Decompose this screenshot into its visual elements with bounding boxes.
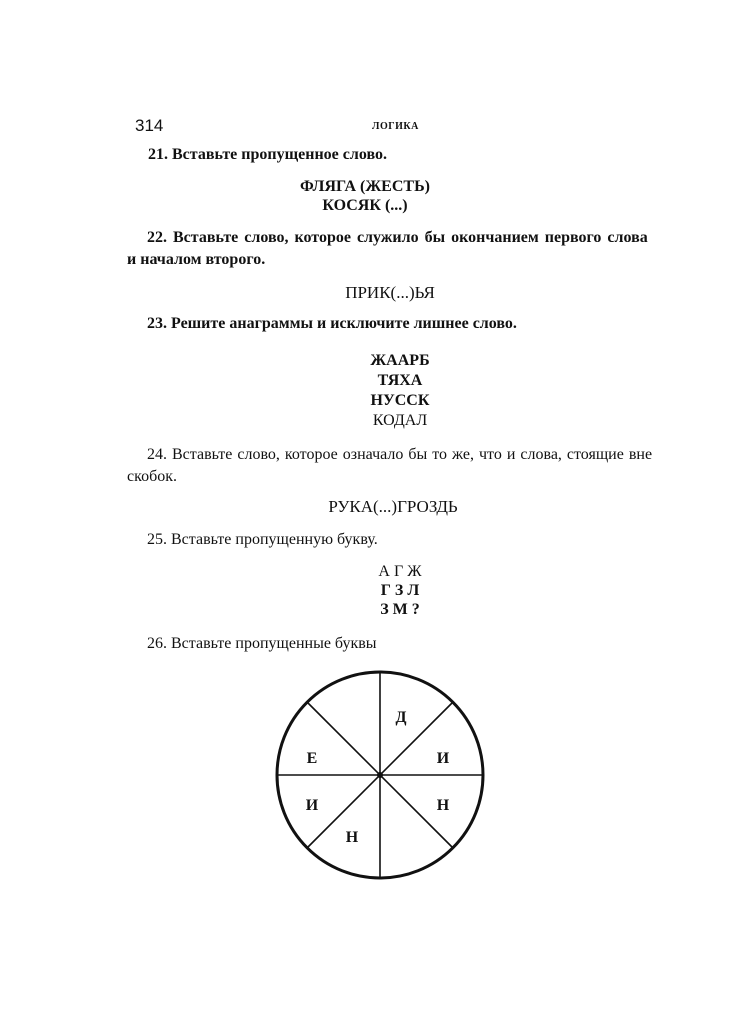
letter-row: З М ?	[380, 601, 420, 618]
wheel-letter: Д	[395, 709, 407, 726]
question-26-prompt: 26. Вставьте пропущенные буквы	[147, 635, 377, 652]
letter-row: А Г Ж	[378, 563, 422, 580]
wheel-letter: И	[436, 750, 450, 767]
letter-row: Г З Л	[380, 582, 420, 599]
question-22-puzzle: ПРИК(...)ЬЯ	[345, 283, 435, 302]
question-22-prompt-line-2: и началом второго.	[127, 251, 266, 268]
page-number: 314	[135, 116, 164, 135]
question-24-prompt-line-1: 24. Вставьте слово, которое означало бы то же, что и слова, стоящие вне	[147, 446, 653, 463]
question-22-prompt-line-1: 22. Вставьте слово, которое служило бы окончанием первого слова	[147, 229, 648, 246]
wheel-letter: Н	[436, 797, 450, 814]
anagram-word: КОДАЛ	[372, 412, 428, 429]
running-head: ЛОГИКА	[372, 121, 419, 132]
question-21-prompt: 21. Вставьте пропущенное слово.	[148, 146, 387, 163]
question-21-line-2: КОСЯК (...)	[322, 197, 408, 214]
anagram-word: ТЯХА	[377, 372, 423, 389]
question-23-prompt: 23. Решите анаграммы и исключите лишнее слово.	[147, 315, 517, 332]
question-24-prompt-line-2: скобок.	[127, 468, 177, 485]
wheel-letter: И	[305, 797, 319, 814]
question-24-puzzle: РУКА(...)ГРОЗДЬ	[328, 497, 458, 516]
wheel-letter: Е	[306, 750, 318, 767]
anagram-word: НУССК	[370, 392, 430, 409]
question-25-prompt: 25. Вставьте пропущенную букву.	[147, 531, 378, 548]
anagram-word: ЖААРБ	[370, 352, 430, 369]
question-21-line-1: ФЛЯГА (ЖЕСТЬ)	[300, 178, 430, 195]
wheel-letter: Н	[345, 829, 359, 846]
wheel-center-dot	[377, 772, 383, 778]
